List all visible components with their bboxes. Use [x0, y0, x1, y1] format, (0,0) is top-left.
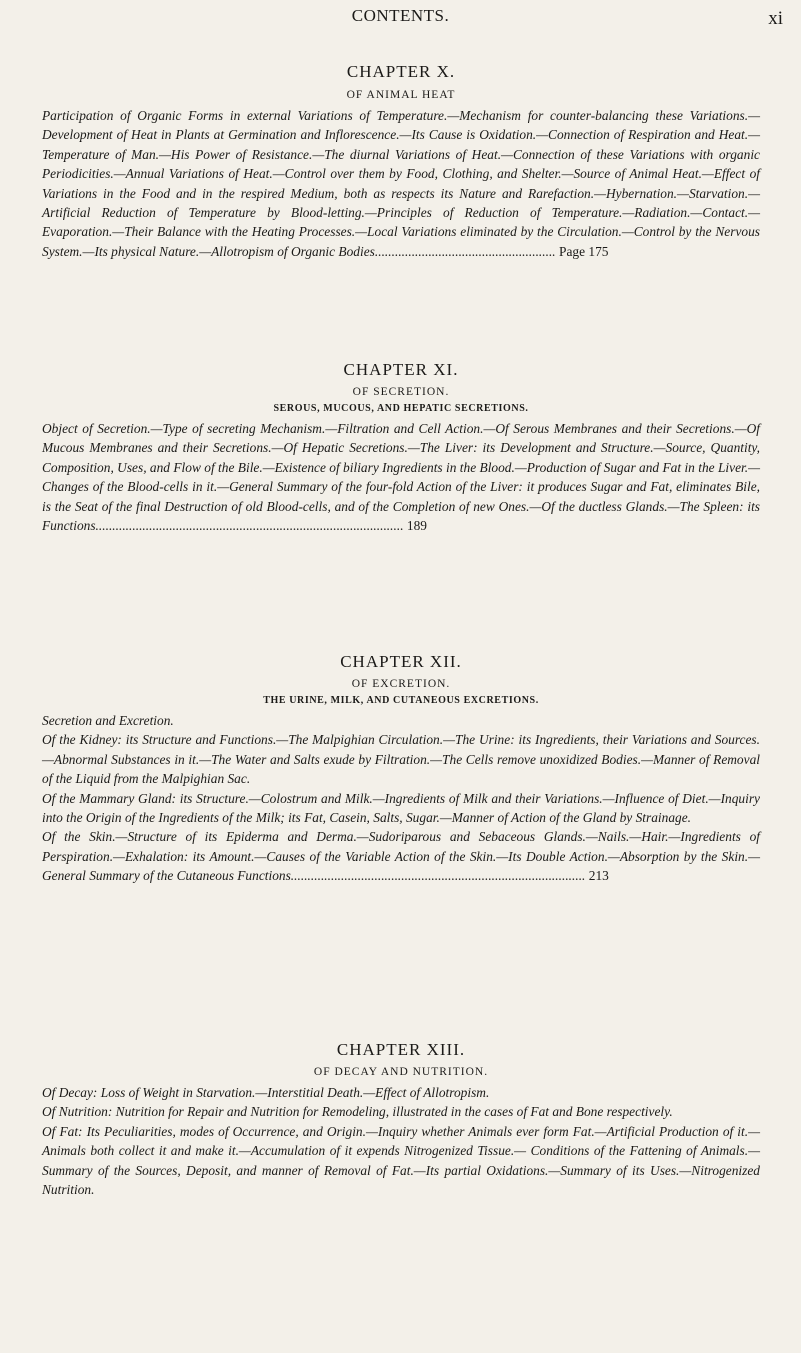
running-head — [0, 6, 801, 30]
summary-text: Of the Skin.—Structure of its Epiderma and Derma.—Sudoriparous and Sebaceous Glands.—Nails.—Hair.—Ingredients of Perspiration.—Exhalation: its Amount.—Causes of the Variable Action of the Skin.—Its Double Action.—Absorption by the Skin.—General Summary of the Cutaneous Functions........................................................................................ — [42, 829, 760, 884]
summary-paragraph: Of the Kidney: its Structure and Functions.—The Malpighian Circulation.—The Urine: its Ingredients, their Variations and Sources.—Abnormal Substances in it.—The Water and Salts exude by Filtration.—The Cells remove unoxidized Bodies.—Manner of Removal of the Liquid from the Malpighian Sac. — [42, 732, 760, 787]
chapter-11 — [42, 360, 760, 535]
chapter-title: CHAPTER X. — [346, 62, 456, 81]
chapter-title: CHAPTER XI. — [343, 360, 459, 379]
chapter-subtitle: OF DECAY AND NUTRITION. — [313, 1066, 489, 1078]
chapter-subtitle: OF ANIMAL HEAT — [346, 89, 456, 101]
chapter-subtitle: OF EXCRETION. — [351, 678, 451, 690]
chapter-title: CHAPTER XIII. — [336, 1040, 466, 1059]
summary-paragraph: Of Fat: Its Peculiarities, modes of Occurrence, and Origin.—Inquiry whether Animals ever form Fat.—Artificial Production of it.—Animals both collect it and make it.—Accumulation of it expends Nitrogenized Tissue.— Conditions of the Fattening of Animals.— Summary of the Sources, Deposit, and manner of Removal of Fat.—Its partial Oxidations.—Summary of its Uses.—Nitrogenized Nutrition. — [42, 1123, 760, 1198]
chapter-page-ref: 213 — [588, 868, 609, 884]
chapter-summary — [42, 106, 760, 261]
page-number: xi — [768, 8, 783, 29]
chapter-12 — [42, 652, 760, 886]
summary-paragraph — [42, 827, 760, 885]
chapter-summary — [42, 711, 760, 886]
chapter-title: CHAPTER XII. — [340, 652, 462, 671]
chapter-summary — [42, 1083, 760, 1199]
chapter-10 — [42, 62, 760, 261]
chapter-subheading: THE URINE, MILK, AND CUTANEOUS EXCRETIONS. — [263, 695, 539, 706]
chapter-subtitle: OF SECRETION. — [352, 386, 450, 398]
summary-text: Object of Secretion.—Type of secreting Mechanism.—Filtration and Cell Action.—Of Serous Membranes and their Secretions.—Of Mucous Membranes and their Secretions.—Of Hepatic Secretions.—The Liver: its Development and Structure.—Source, Quantity, Composition, Uses, and Flow of the Bile.—Existence of biliary Ingredients in the Blood.—Production of Sugar and Fat in the Liver.—Changes of the Blood-cells in it.—General Summary of the four-fold Action of the Liver: it produces Sugar and Fat, eliminates Bile, is the Seat of the final Destruction of old Blood-cells, and of the Completion of new Ones.—Of the ductless Glands.—The Spleen: its Functions............................................................................................ — [42, 421, 760, 534]
summary-paragraph — [42, 106, 760, 261]
chapter-13 — [42, 1040, 760, 1199]
running-title: CONTENTS. — [351, 6, 450, 25]
chapter-summary — [42, 419, 760, 535]
summary-paragraph: Secretion and Excretion. — [42, 713, 174, 728]
summary-paragraph: Of the Mammary Gland: its Structure.—Colostrum and Milk.—Ingredients of Milk and their Variations.—Influence of Diet.—Inquiry into the Origin of the Ingredients of the Milk; its Fat, Casein, Salts, Sugar.—Manner of Action of the Gland by Strainage. — [42, 790, 760, 826]
summary-paragraph: Of Nutrition: Nutrition for Repair and Nutrition for Remodeling, illustrated in the cases of Fat and Bone respectively. — [42, 1104, 673, 1120]
chapter-subheading: SEROUS, MUCOUS, AND HEPATIC SECRETIONS. — [273, 403, 529, 414]
chapter-page-ref: Page 175 — [559, 243, 609, 259]
chapter-page-ref: 189 — [406, 518, 427, 534]
summary-paragraph — [42, 419, 760, 535]
summary-text: Participation of Organic Forms in external Variations of Temperature.—Mechanism for counter-balancing these Variations.—Development of Heat in Plants at Germination and Inflorescence.—Its Cause is Oxidation.—Connection of Respiration and Heat.—Temperature of Man.—His Power of Resistance.—The diurnal Variations of Heat.—Connection of these Variations with organic Periodicities.—Annual Variations of Heat.—Control over them by Food, Clothing, and Shelter.—Source of Animal Heat.—Effect of Variations in the Food and in the respired Medium, both as respects its Nature and Rarefaction.—Hybernation.—Starvation.—Artificial Reduction of Temperature by Blood-letting.—Principles of Reduction of Temperature.—Radiation.—Contact.—Evaporation.—Their Balance with the Heating Processes.—Local Variations eliminated by the Circulation.—Control by the Nervous System.—Its physical Nature.—Allotropism of Organic Bodies...................................................... — [42, 108, 760, 259]
summary-paragraph: Of Decay: Loss of Weight in Starvation.—Interstitial Death.—Effect of Allotropism. — [42, 1085, 490, 1100]
